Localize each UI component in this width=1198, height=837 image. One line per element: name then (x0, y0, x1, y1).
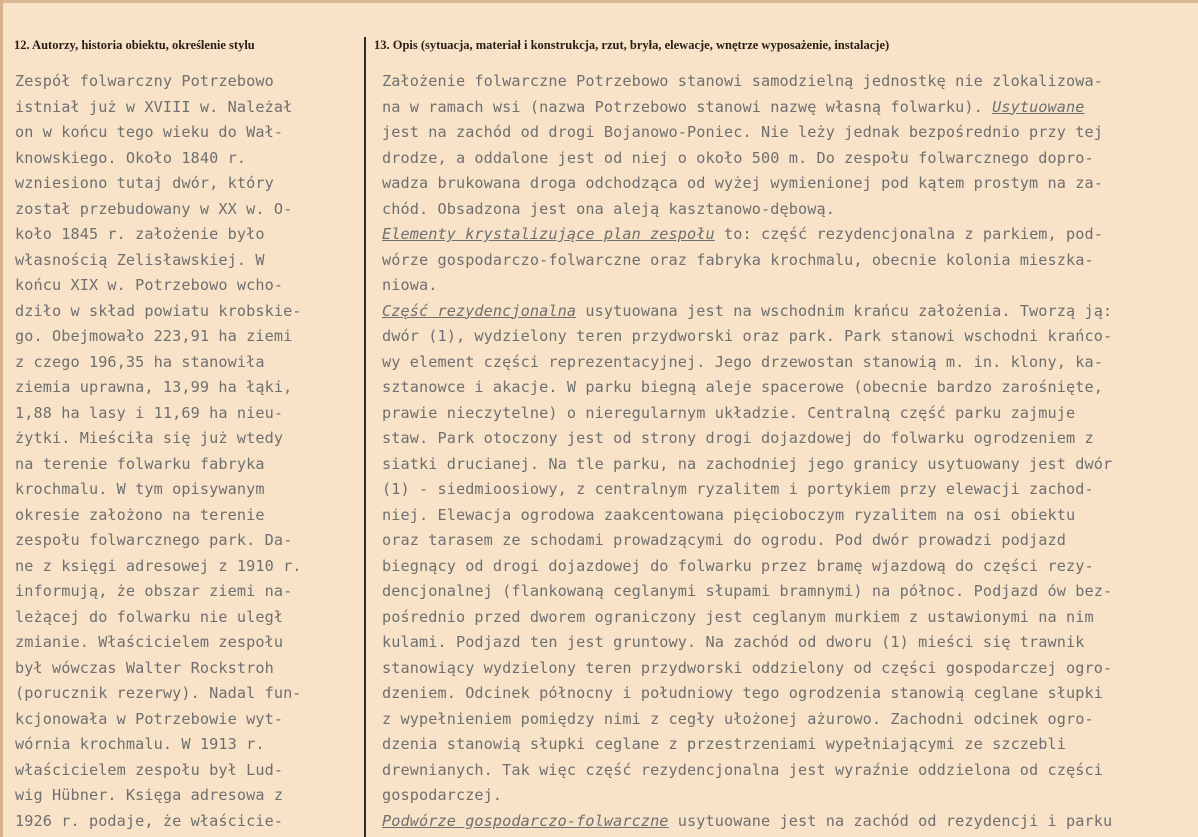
text-line (382, 98, 1085, 116)
text-run: dzeniem. Odcinek północny i południowy tego ogrodzenia stanowią ceglane słupki (382, 684, 1104, 702)
text-run: sztanowce i akacje. W parku biegną aleje spacerowe (obecnie bardzo zarośnięte, (382, 378, 1104, 396)
text-run: gospodarczej. (382, 786, 503, 804)
text-run: usytuowana jest na wschodnim krańcu założenia. Tworzą ją: (576, 301, 1113, 320)
text-line (382, 174, 1103, 192)
text-line (382, 684, 1103, 702)
text-line (382, 353, 1103, 371)
text-line (382, 582, 1112, 600)
text-run: oraz tarasem ze schodami prowadzącymi do ogrodu. Pod dwór prowadzi podjazd (382, 531, 1067, 549)
underlined-term: Podwórze gospodarczo-folwarczne (382, 811, 669, 830)
text-line (382, 302, 1112, 320)
text-line (382, 276, 437, 294)
text-line (382, 531, 1066, 549)
column-divider (364, 37, 366, 837)
text-run: dencjonalnej (flankowaną ceglanymi słupami bramnymi) na północ. Podjazd ów bez- (382, 582, 1113, 600)
text-line (382, 455, 1112, 473)
text-run: usytuowane jest na zachód od rezydencji i parku (668, 811, 1113, 830)
text-line (382, 735, 1066, 753)
text-line: 1,88 ha lasy i 11,69 ha nieu- (15, 403, 284, 422)
section-12-body (15, 69, 302, 834)
text-run: niej. Elewacja ogrodowa zaakcentowana pięcioboczym ryzalitem na osi obiektu (382, 505, 1076, 524)
text-run: (1) - siedmioosiowy, z centralnym ryzalitem i portykiem przy elewacji zachod- (382, 480, 1094, 498)
text-line: informują, że obszar ziemi na- (15, 582, 293, 600)
text-line (382, 429, 1094, 447)
text-line: na terenie folwarku fabryka (15, 454, 265, 473)
text-run: dwór (1), wydzielony teren przydworski oraz park. Park stanowi wschodni krańco- (382, 327, 1113, 345)
section-13-body (382, 69, 1112, 834)
text-line: ziemia uprawna, 13,99 ha łąki, (15, 378, 293, 396)
text-line: był wówczas Walter Rockstroh (15, 658, 274, 677)
text-line (382, 404, 1075, 422)
text-run: to: część rezydencjonalna z parkiem, pod- (714, 225, 1104, 243)
text-line (382, 378, 1103, 396)
text-line: wórnia krochmalu. W 1913 r. (15, 735, 265, 753)
text-line: końcu XIX w. Potrzebowo wcho- (15, 276, 284, 294)
text-run: staw. Park otoczony jest od strony drogi dojazdowej do folwarku ogrodzeniem z (382, 429, 1094, 447)
text-line (382, 72, 1103, 90)
text-line (382, 149, 1094, 167)
text-line: leżącej do folwarku nie uległ (15, 607, 284, 626)
underlined-term: Usytuowane (992, 97, 1085, 116)
text-run: stanowiący wydzielony teren przydworski oddzielony od części gospodarczej ogro- (382, 658, 1113, 677)
section-13-heading: 13. Opis (sytuacja, materiał i konstrukcja, rzut, bryła, elewacje, wnętrze wyposażenie, instalacje) (374, 38, 890, 52)
text-run: wórze gospodarczo-folwarczne oraz fabryka krochmalu, obecnie kolonia mieszka- (382, 250, 1094, 269)
text-line: został przebudowany w XX w. O- (15, 199, 293, 218)
text-line (382, 506, 1075, 524)
text-line (382, 812, 1112, 830)
text-line: kcjonowała w Potrzebowie wyt- (15, 709, 284, 728)
text-line (382, 123, 1103, 141)
text-line: go. Obejmowało 223,91 ha ziemi (15, 327, 293, 345)
text-line (382, 327, 1112, 345)
text-line: on w końcu tego wieku do Wał- (15, 123, 284, 141)
text-line: zmianie. Właścicielem zespołu (15, 633, 284, 651)
text-run: prawie nieczytelne) o nieregularnym układzie. Centralną część parku zajmuje (382, 403, 1076, 422)
text-line (382, 659, 1112, 677)
text-line: ne z księgi adresowej z 1910 r. (15, 556, 302, 575)
text-line (382, 710, 1094, 728)
text-run: dzenia stanowią słupki ceglane z przestrzeniami wypełniającymi ze szczebli (382, 735, 1067, 753)
text-line (382, 761, 1103, 779)
text-line: wig Hübner. Księga adresowa z (15, 786, 284, 804)
text-run: jest na zachód od drogi Bojanowo-Poniec. Nie leży jednak bezpośrednio przy tej (382, 123, 1104, 141)
section-12-heading: 12. Autorzy, historia obiektu, określenie stylu (14, 38, 255, 52)
text-line: z czego 196,35 ha stanowiła (15, 352, 265, 371)
text-line: żytki. Mieściła się już wtedy (15, 429, 284, 447)
text-line: zespołu folwarcznego park. Da- (15, 531, 293, 549)
text-run: drewnianych. Tak więc część rezydencjonalna jest wyraźnie oddzielona od części (382, 760, 1104, 779)
underlined-term: Część rezydencjonalna (382, 301, 577, 320)
text-run: z wypełnieniem pomiędzy nimi z cegły ułożonej ażurowo. Zachodni odcinek ogro- (382, 709, 1094, 728)
text-run: biegnący od drogi dojazdowej do folwarku przez bramę wjazdową do części rezy- (382, 556, 1094, 575)
text-line (382, 251, 1094, 269)
underlined-term: Elementy krystalizujące plan zespołu (382, 225, 715, 243)
text-run: drodze, a oddalone jest od niej o około 500 m. Do zespołu folwarcznego dopro- (382, 148, 1094, 167)
page-edge (0, 0, 1198, 3)
text-run: chód. Obsadzona jest ona aleją kasztanowo-dębową. (382, 199, 835, 218)
text-line (382, 200, 835, 218)
text-line (382, 557, 1094, 575)
text-run: kulami. Podjazd ten jest gruntowy. Na zachód od dworu (1) mieści się trawnik (382, 633, 1085, 651)
text-line: koło 1845 r. założenie było (15, 225, 265, 243)
text-run: wy element części reprezentacyjnej. Jego drzewostan stanowią m. in. klony, ka- (382, 352, 1104, 371)
page-edge-left (0, 0, 3, 837)
text-line (382, 480, 1094, 498)
text-line: (porucznik rezerwy). Nadal fun- (15, 684, 302, 702)
text-line: krochmalu. W tym opisywanym (15, 480, 265, 498)
text-line: knowskiego. Około 1840 r. (15, 148, 247, 167)
text-run: siatki drucianej. Na tle parku, na zachodniej jego granicy usytuowany jest dwór (382, 454, 1113, 473)
text-line: istniał już w XVIII w. Należał (15, 97, 293, 116)
text-line (382, 786, 502, 804)
text-line (382, 608, 1094, 626)
text-line: własnością Zelisławskiej. W (15, 250, 265, 269)
text-run: niowa. (382, 276, 438, 294)
text-run: na w ramach wsi (nazwa Potrzebowo stanowi nazwę własną folwarku). (382, 97, 993, 116)
text-line: właścicielem zespołu był Lud- (15, 760, 284, 779)
text-run: Założenie folwarczne Potrzebowo stanowi samodzielną jednostkę nie zlokalizowa- (382, 72, 1104, 90)
text-line: okresie założono na terenie (15, 505, 265, 524)
text-line (382, 225, 1103, 243)
text-line: wzniesiono tutaj dwór, który (15, 174, 274, 192)
text-line (382, 633, 1085, 651)
text-line: 1926 r. podaje, że właścicie- (15, 811, 284, 830)
text-run: wadza brukowana droga odchodząca od wyżej wymienionej pod kątem prostym na za- (382, 174, 1104, 192)
text-line: dziło w skład powiatu krobskie- (15, 301, 302, 320)
text-line: Zespół folwarczny Potrzebowo (15, 72, 274, 90)
text-run: pośrednio przed dworem ograniczony jest ceglanym murkiem z ustawionymi na nim (382, 607, 1094, 626)
